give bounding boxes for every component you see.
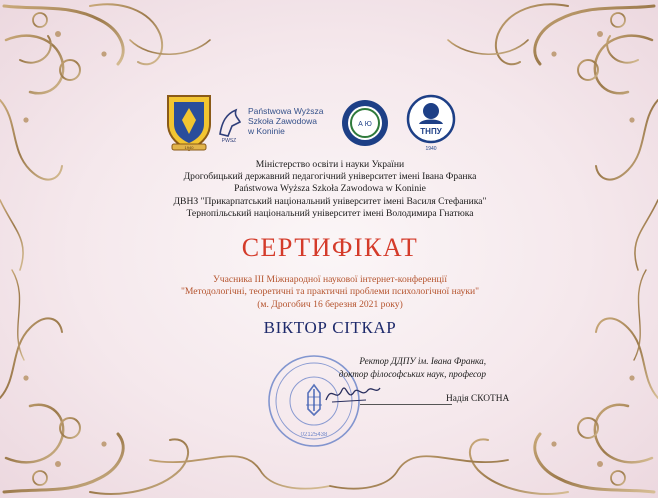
- institutions-block: [130, 159, 530, 220]
- svg-text:02125438: 02125438: [300, 432, 328, 438]
- certificate-title: СЕРТИФІКАТ: [241, 233, 419, 262]
- ddpu-coat-of-arms-logo: [164, 90, 214, 152]
- recipient-name: ВІКТОР СІТКАР: [263, 318, 397, 337]
- rector-line: Ректор ДДПУ ім. Івана Франка,: [359, 356, 486, 366]
- svg-text:1940: 1940: [425, 146, 437, 152]
- institution-line: ДВНЗ "Прикарпатський національний університет імені Василя Стефаника": [173, 195, 487, 207]
- signatory-name: Надія СКОТНА: [446, 394, 510, 404]
- svg-text:1940: 1940: [184, 145, 194, 150]
- institution-line: Państwowa Wyższa Szkoła Zawodowa w Koninie: [234, 183, 426, 195]
- institution-line: Міністерство освіти і науки України: [255, 159, 405, 170]
- konin-line-2: Szkoła Zawodowa: [248, 116, 317, 126]
- konin-line-3: w Koninie: [248, 126, 285, 136]
- institution-line: Дрогобицький державний педагогічний університет імені Івана Франка: [183, 171, 477, 183]
- konin-line-1: Państwowa Wyższa: [248, 106, 324, 116]
- svg-text:А Ю: А Ю: [358, 121, 372, 128]
- svg-text:PWSZ: PWSZ: [221, 138, 237, 144]
- signature-line: [360, 404, 452, 405]
- konin-logo-text: [248, 106, 348, 136]
- konin-horse-logo: [214, 104, 244, 144]
- rector-position: [296, 355, 486, 380]
- subtitle-line: (м. Дрогобич 16 березня 2021 року): [257, 298, 403, 310]
- rector-line: доктор філософських наук, професор: [338, 368, 486, 379]
- institution-line: Тернопільський національний університет імені Володимира Гнатюка: [186, 207, 474, 219]
- tnpu-round-logo: [406, 94, 456, 152]
- svg-text:ТНПУ: ТНПУ: [420, 127, 442, 136]
- pnu-round-logo: [340, 98, 390, 148]
- certificate-subtitle: [140, 274, 520, 311]
- subtitle-line: "Методологічні, теоретичні та практичні проблеми психологічної науки": [180, 286, 480, 298]
- subtitle-line: Учасника ІІІ Міжнародної наукової інтернет-конференції: [212, 274, 448, 285]
